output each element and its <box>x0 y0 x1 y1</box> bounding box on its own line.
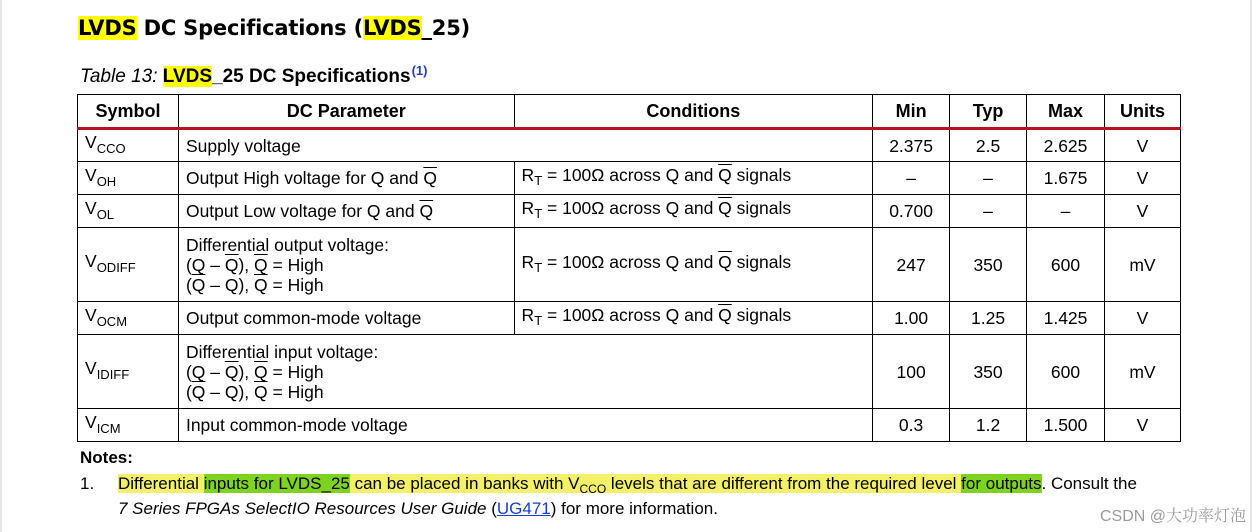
parameter-cell <box>178 335 872 409</box>
table-row <box>78 335 1181 409</box>
unit-cell: V <box>1104 409 1180 442</box>
symbol-cell: $V_{IDIFF}$ <box>78 335 179 409</box>
heading-highlight: LVDS <box>78 16 137 40</box>
typ-cell: – <box>950 195 1027 228</box>
header-typ: Typ <box>950 95 1027 129</box>
header-min: Min <box>873 95 950 129</box>
caption-title: _25 DC Specifications <box>212 66 411 87</box>
min-cell: 2.375 <box>873 129 950 162</box>
footnote-ref[interactable]: (1) <box>411 63 428 78</box>
notes-section <box>80 448 1208 519</box>
note-highlight-green: inputs for LVDS_25 <box>203 474 350 493</box>
unit-cell: mV <box>1104 335 1180 409</box>
unit-cell: V <box>1104 195 1180 228</box>
diff-line-1: $(Q - \overline{Q})$, $\overline{Q}$ = High <box>185 361 324 382</box>
parameter-title: Differential input voltage: <box>185 341 379 362</box>
table-caption <box>80 63 427 88</box>
min-cell: 1.00 <box>873 302 950 335</box>
parameter-cell: Input common-mode voltage <box>178 409 872 442</box>
min-cell: 0.3 <box>873 409 950 442</box>
heading-text-tail: _25) <box>421 16 471 40</box>
unit-cell: V <box>1104 129 1180 162</box>
max-cell: 2.625 <box>1027 129 1105 162</box>
typ-cell: 350 <box>950 228 1027 302</box>
typ-cell: 1.2 <box>950 409 1027 442</box>
section-heading <box>78 16 470 40</box>
symbol-cell: $V_{OL}$ <box>78 195 179 228</box>
header-max: Max <box>1027 95 1105 129</box>
note-highlight-green: for outputs <box>961 474 1042 493</box>
typ-cell: 1.25 <box>950 302 1027 335</box>
parameter-cell: Output High voltage for Q and $\overline{Q}$ <box>178 162 514 195</box>
diff-line-1: $(Q - \overline{Q})$, $\overline{Q}$ = High <box>185 254 324 275</box>
table-row <box>78 409 1181 442</box>
guide-title: 7 Series FPGAs SelectIO Resources User Guide <box>118 499 487 518</box>
symbol-cell: $V_{ICM}$ <box>78 409 179 442</box>
conditions-cell: $R_T = 100\Omega$ across Q and $\overline{Q}$ signals <box>514 228 873 302</box>
watermark: CSDN @大功率灯泡 <box>1099 508 1246 525</box>
max-cell: 600 <box>1027 228 1105 302</box>
table-row <box>78 129 1181 162</box>
parameter-cell: Supply voltage <box>178 129 872 162</box>
min-cell: 100 <box>873 335 950 409</box>
unit-cell: V <box>1104 162 1180 195</box>
parameter-cell: Output Low voltage for Q and $\overline{Q}$ <box>178 195 514 228</box>
notes-title: Notes: <box>80 448 133 467</box>
heading-text: DC Specifications ( <box>136 16 363 40</box>
diff-line-2: $(\overline{Q} - Q)$, $\overline{Q}$ = High <box>185 274 324 295</box>
header-symbol: Symbol <box>78 95 179 129</box>
parameter-cell <box>178 228 514 302</box>
max-cell: 1.500 <box>1027 409 1105 442</box>
header-units: Units <box>1104 95 1180 129</box>
table-row <box>78 162 1181 195</box>
typ-cell: – <box>950 162 1027 195</box>
note-text: can be placed in banks with $V_{CCO}$ levels that are different from the required level <box>349 474 962 496</box>
max-cell: 600 <box>1027 335 1105 409</box>
page-edge-left <box>0 0 2 532</box>
page-edge-right <box>1250 0 1252 532</box>
note-text: . Consult the <box>1041 474 1137 493</box>
header-conditions: Conditions <box>514 95 873 129</box>
note-item: 1. Differential inputs for LVDS_25 can be placed in banks with $V_{CCO}$ levels that are different from the required level for outputs. Consult the 7 Series FPGAs SelectIO Resources User Guide (UG471) for more information. <box>80 474 1137 518</box>
symbol-cell: $V_{ODIFF}$ <box>78 228 179 302</box>
max-cell: 1.425 <box>1027 302 1105 335</box>
table-header-row <box>78 95 1181 129</box>
min-cell: 0.700 <box>873 195 950 228</box>
header-dc-parameter: DC Parameter <box>178 95 514 129</box>
typ-cell: 2.5 <box>950 129 1027 162</box>
conditions-cell: $R_T = 100\Omega$ across Q and $\overline{Q}$ signals <box>514 302 873 335</box>
parameter-cell: Output common-mode voltage <box>178 302 514 335</box>
table-row <box>78 302 1181 335</box>
conditions-cell: $R_T = 100\Omega$ across Q and $\overline{Q}$ signals <box>514 195 873 228</box>
diff-line-2: $(\overline{Q} - Q)$, $\overline{Q}$ = High <box>185 381 324 402</box>
note-text: Differential <box>118 474 204 493</box>
max-cell: – <box>1027 195 1105 228</box>
unit-cell: V <box>1104 302 1180 335</box>
parameter-title: Differential output voltage: <box>185 234 389 255</box>
symbol-cell: $V_{OCM}$ <box>78 302 179 335</box>
table-row <box>78 195 1181 228</box>
unit-cell: mV <box>1104 228 1180 302</box>
symbol-cell: $V_{OH}$ <box>78 162 179 195</box>
symbol-cell: $V_{CCO}$ <box>78 129 179 162</box>
table-row <box>78 228 1181 302</box>
conditions-cell: $R_T = 100\Omega$ across Q and $\overline{Q}$ signals <box>514 162 873 195</box>
min-cell: 247 <box>873 228 950 302</box>
heading-highlight-2: LVDS <box>363 16 422 40</box>
note-number: 1. <box>80 474 95 493</box>
dc-spec-table <box>77 94 1181 442</box>
caption-label: Table 13: <box>80 66 163 87</box>
typ-cell: 350 <box>950 335 1027 409</box>
ug471-link[interactable]: UG471 <box>496 499 551 518</box>
max-cell: 1.675 <box>1027 162 1105 195</box>
caption-highlight: LVDS <box>162 66 213 87</box>
min-cell: – <box>873 162 950 195</box>
